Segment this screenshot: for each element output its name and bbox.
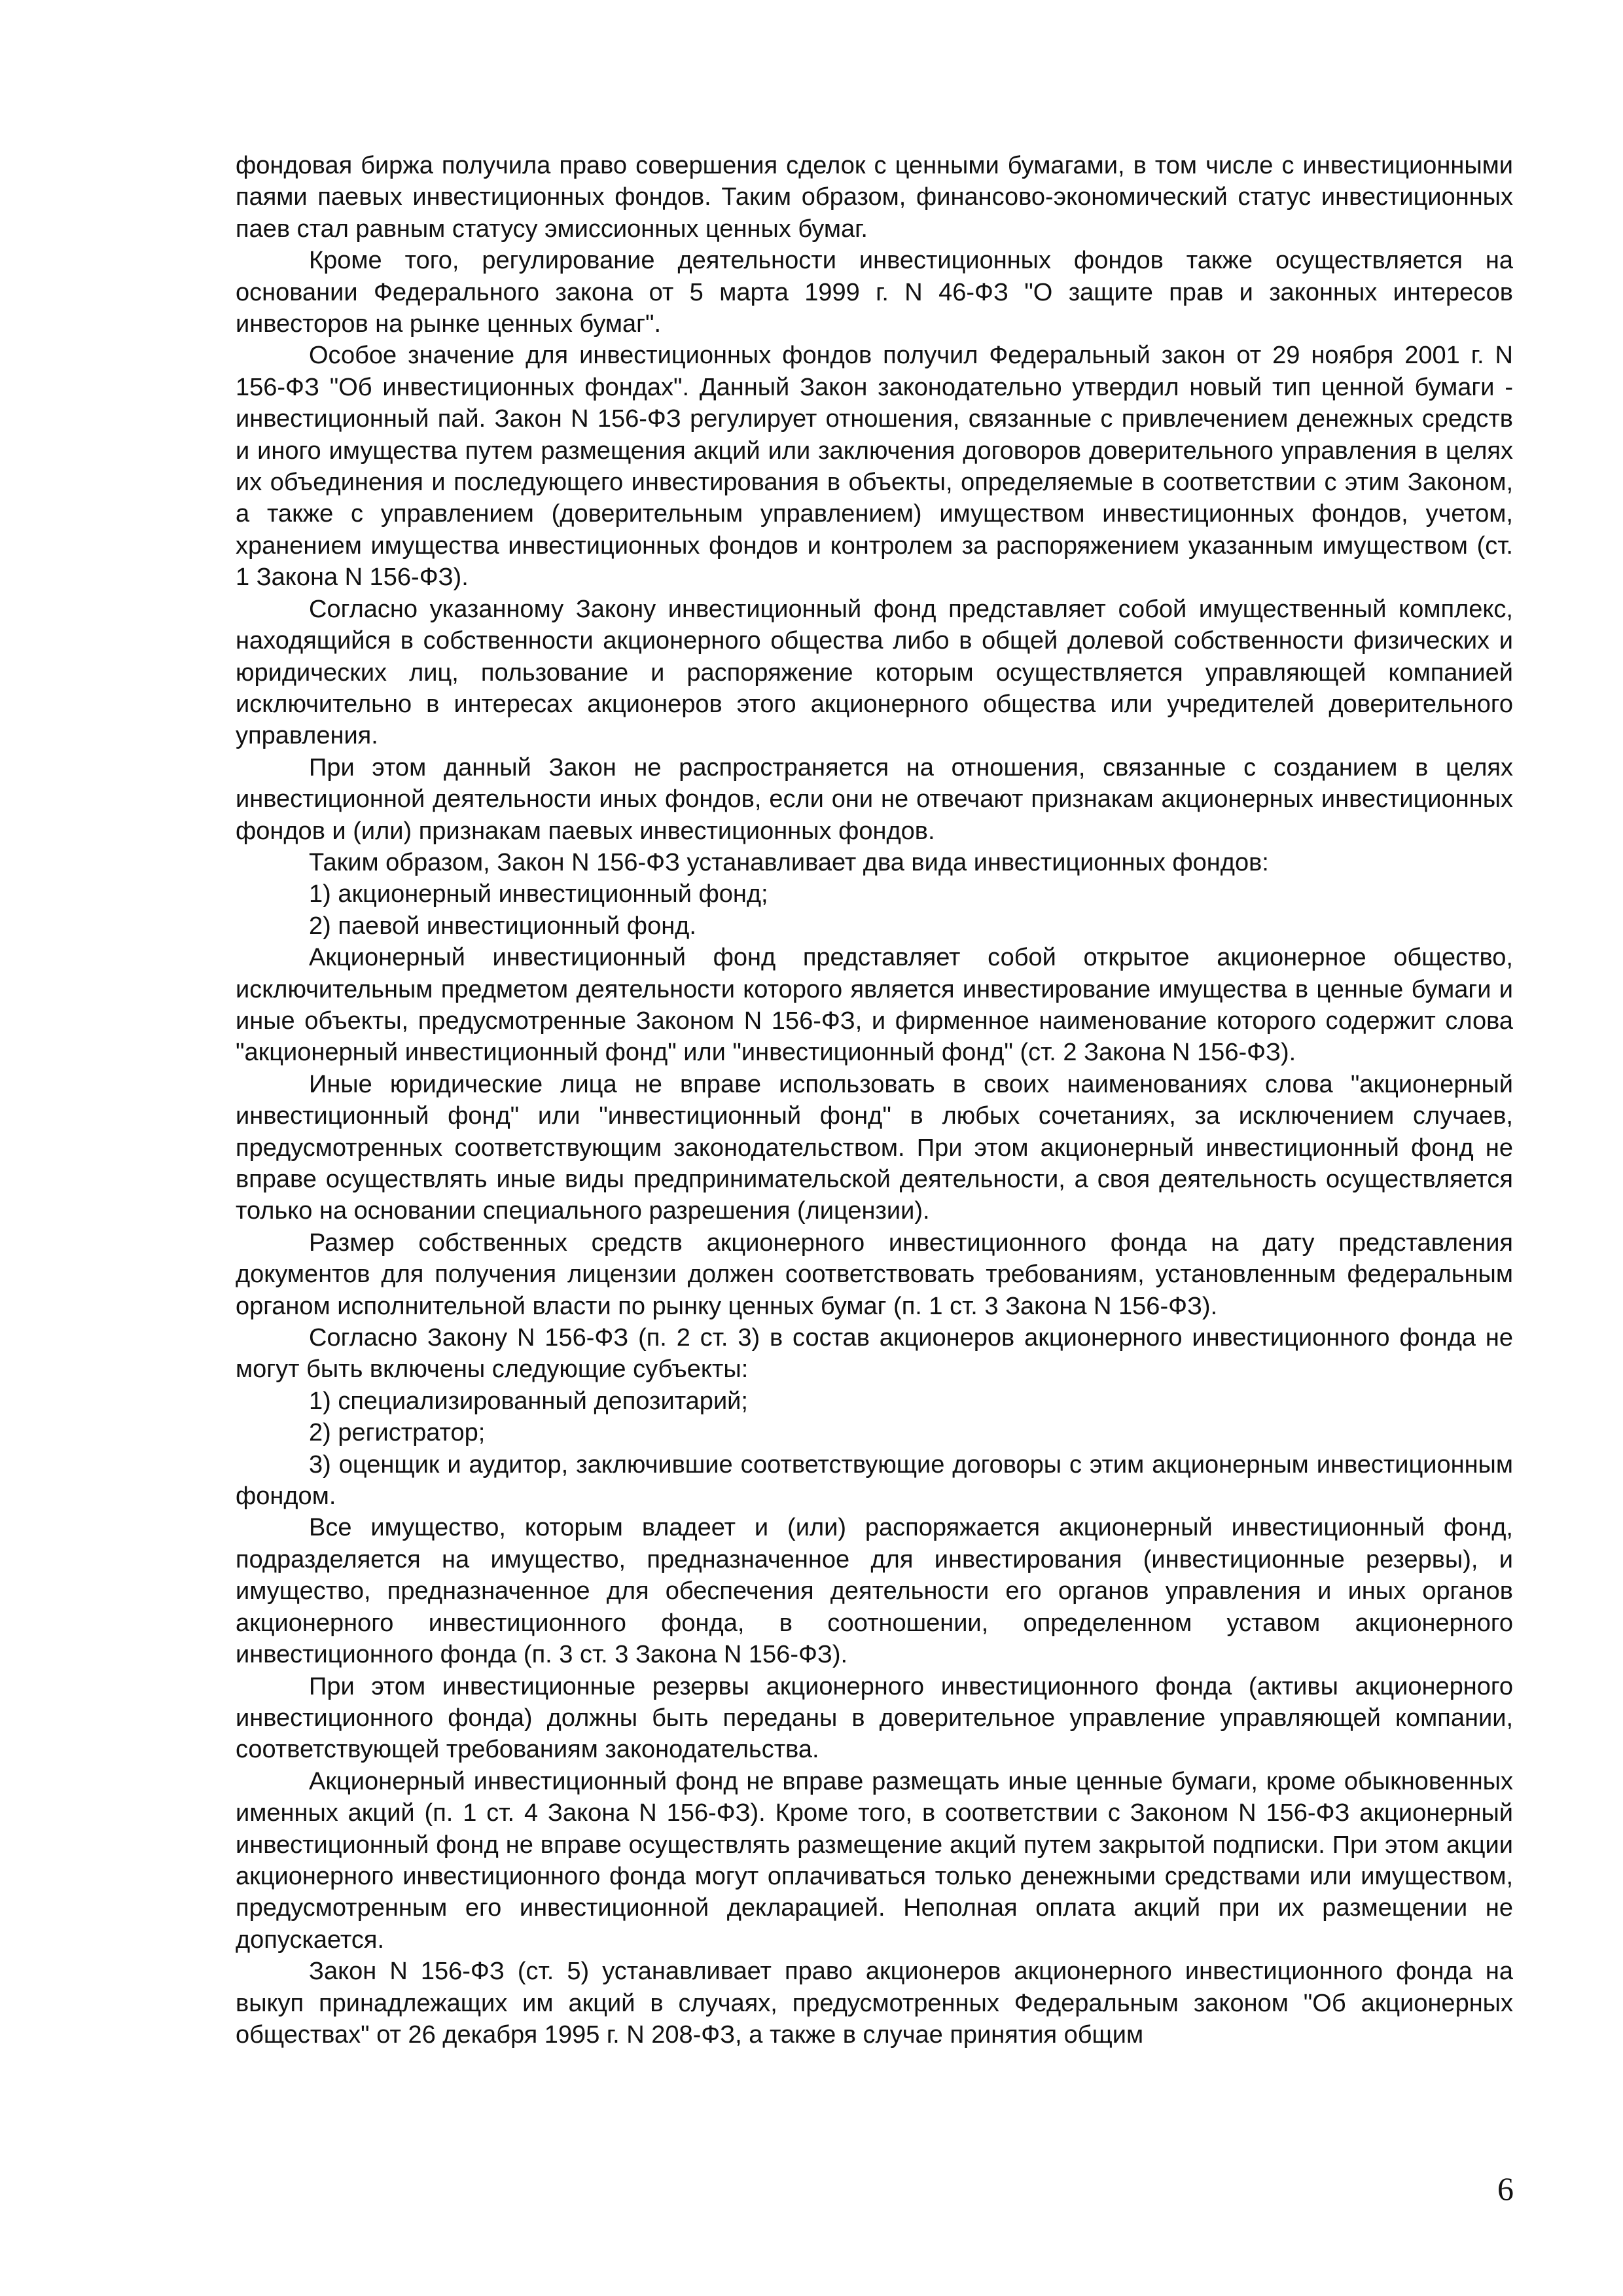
list-item-2: 2) паевой инвестиционный фонд. <box>309 912 696 940</box>
paragraph-1: фондовая биржа получила право совершения сделок с ценными бумагами, в том числе с инвестиционными паями паевых инвестиционных фондов. Таким образом, финансово-экономический статус инвестиционных паев стал равным статусу эмиссионных ценных бумаг. <box>236 152 1513 243</box>
paragraph-14: Закон N 156-ФЗ (ст. 5) устанавливает право акционеров акционерного инвестиционного фонда на выкуп принадлежащих им акций в случаях, предусмотренных Федеральным законом "Об акционерных обществах" от 26 декабря 1995 г. N 208-ФЗ, а также в случае принятия общим <box>236 1958 1513 2049</box>
paragraph-4: Согласно указанному Закону инвестиционный фонд представляет собой имущественный комплекс, находящийся в собственности акционерного общества либо в общей долевой собственности физических и юридических лиц, пользование и распоряжение которым осуществляется управляющей компанией исключительно в интересах акционеров этого акционерного общества или учредителей доверительного управления. <box>236 595 1513 750</box>
paragraph-13: Акционерный инвестиционный фонд не вправе размещать иные ценные бумаги, кроме обыкновенных именных акций (п. 1 ст. 4 Закона N 156-ФЗ). Кроме того, в соответствии с Законом N 156-ФЗ акционерный инвестиционный фонд не вправе осуществлять размещение акций путем закрытой подписки. При этом акции акционерного инвестиционного фонда могут оплачиваться только денежными средствами или имуществом, предусмотренным его инвестиционной декларацией. Неполная оплата акций при их размещении не допускается. <box>236 1767 1513 1954</box>
list-item-3: 1) специализированный депозитарий; <box>309 1387 748 1415</box>
list-item-1: 1) акционерный инвестиционный фонд; <box>309 880 768 908</box>
paragraph-6: Таким образом, Закон N 156-ФЗ устанавливает два вида инвестиционных фондов: <box>309 848 1269 876</box>
paragraph-3: Особое значение для инвестиционных фондов получил Федеральный закон от 29 ноября 2001 г. N 156-ФЗ "Об инвестиционных фондах". Данный Закон законодательно утвердил новый тип ценной бумаги - инвестиционный пай. Закон N 156-ФЗ регулирует отношения, связанные с привлечением денежных средств и иного имущества путем размещения акций или заключения договоров доверительного управления в целях их объединения и последующего инвестирования в объекты, определяемые в соответствии с этим Законом, а также с управлением (доверительным управлением) имуществом инвестиционных фондов, учетом, хранением имущества инвестиционных фондов и контролем за распоряжением указанным имуществом (ст. 1 Закона N 156-ФЗ). <box>236 342 1513 592</box>
paragraph-12: При этом инвестиционные резервы акционерного инвестиционного фонда (активы акционерного инвестиционного фонда) должны быть переданы в доверительное управление управляющей компании, соответствующей требованиям законодательства. <box>236 1672 1513 1764</box>
list-item-4: 2) регистратор; <box>309 1419 486 1447</box>
paragraph-5: При этом данный Закон не распространяется на отношения, связанные с созданием в целях инвестиционной деятельности иных фондов, если они не отвечают признакам акционерных инвестиционных фондов и (или) признакам паевых инвестиционных фондов. <box>236 753 1513 845</box>
page-number: 6 <box>1497 2170 1514 2207</box>
paragraph-8: Иные юридические лица не вправе использовать в своих наименованиях слова "акционерный инвестиционный фонд" или "инвестиционный фонд" в любых сочетаниях, за исключением случаев, предусмотренных соответствующим законодательством. При этом акционерный инвестиционный фонд не вправе осуществлять иные виды предпринимательской деятельности, а своя деятельность осуществляется только на основании специального разрешения (лицензии). <box>236 1070 1513 1225</box>
paragraph-9: Размер собственных средств акционерного инвестиционного фонда на дату представления документов для получения лицензии должен соответствовать требованиям, установленным федеральным органом исполнительной власти по рынку ценных бумаг (п. 1 ст. 3 Закона N 156-ФЗ). <box>236 1229 1513 1320</box>
paragraph-11: Все имущество, которым владеет и (или) распоряжается акционерный инвестиционный фонд, подразделяется на имущество, предназначенное для инвестирования (инвестиционные резервы), и имущество, предназначенное для обеспечения деятельности его органов управления и иных органов акционерного инвестиционного фонда, в соотношении, определенном уставом акционерного инвестиционного фонда (п. 3 ст. 3 Закона N 156-ФЗ). <box>236 1514 1513 1669</box>
paragraph-2: Кроме того, регулирование деятельности инвестиционных фондов также осуществляется на основании Федерального закона от 5 марта 1999 г. N 46-ФЗ "О защите прав и законных интересов инвесторов на рынке ценных бумаг". <box>236 247 1513 338</box>
paragraph-7: Акционерный инвестиционный фонд представляет собой открытое акционерное общество, исключительным предметом деятельности которого является инвестирование имущества в ценные бумаги и иные объекты, предусмотренные Законом N 156-ФЗ, и фирменное наименование которого содержит слова "акционерный инвестиционный фонд" или "инвестиционный фонд" (ст. 2 Закона N 156-ФЗ). <box>236 944 1513 1067</box>
document-body <box>236 150 1513 2051</box>
paragraph-10: Согласно Закону N 156-ФЗ (п. 2 ст. 3) в состав акционеров акционерного инвестиционного фонда не могут быть включены следующие субъекты: <box>236 1324 1513 1384</box>
list-item-5: 3) оценщик и аудитор, заключившие соответствующие договоры с этим акционерным инвестиционным фондом. <box>236 1450 1513 1511</box>
